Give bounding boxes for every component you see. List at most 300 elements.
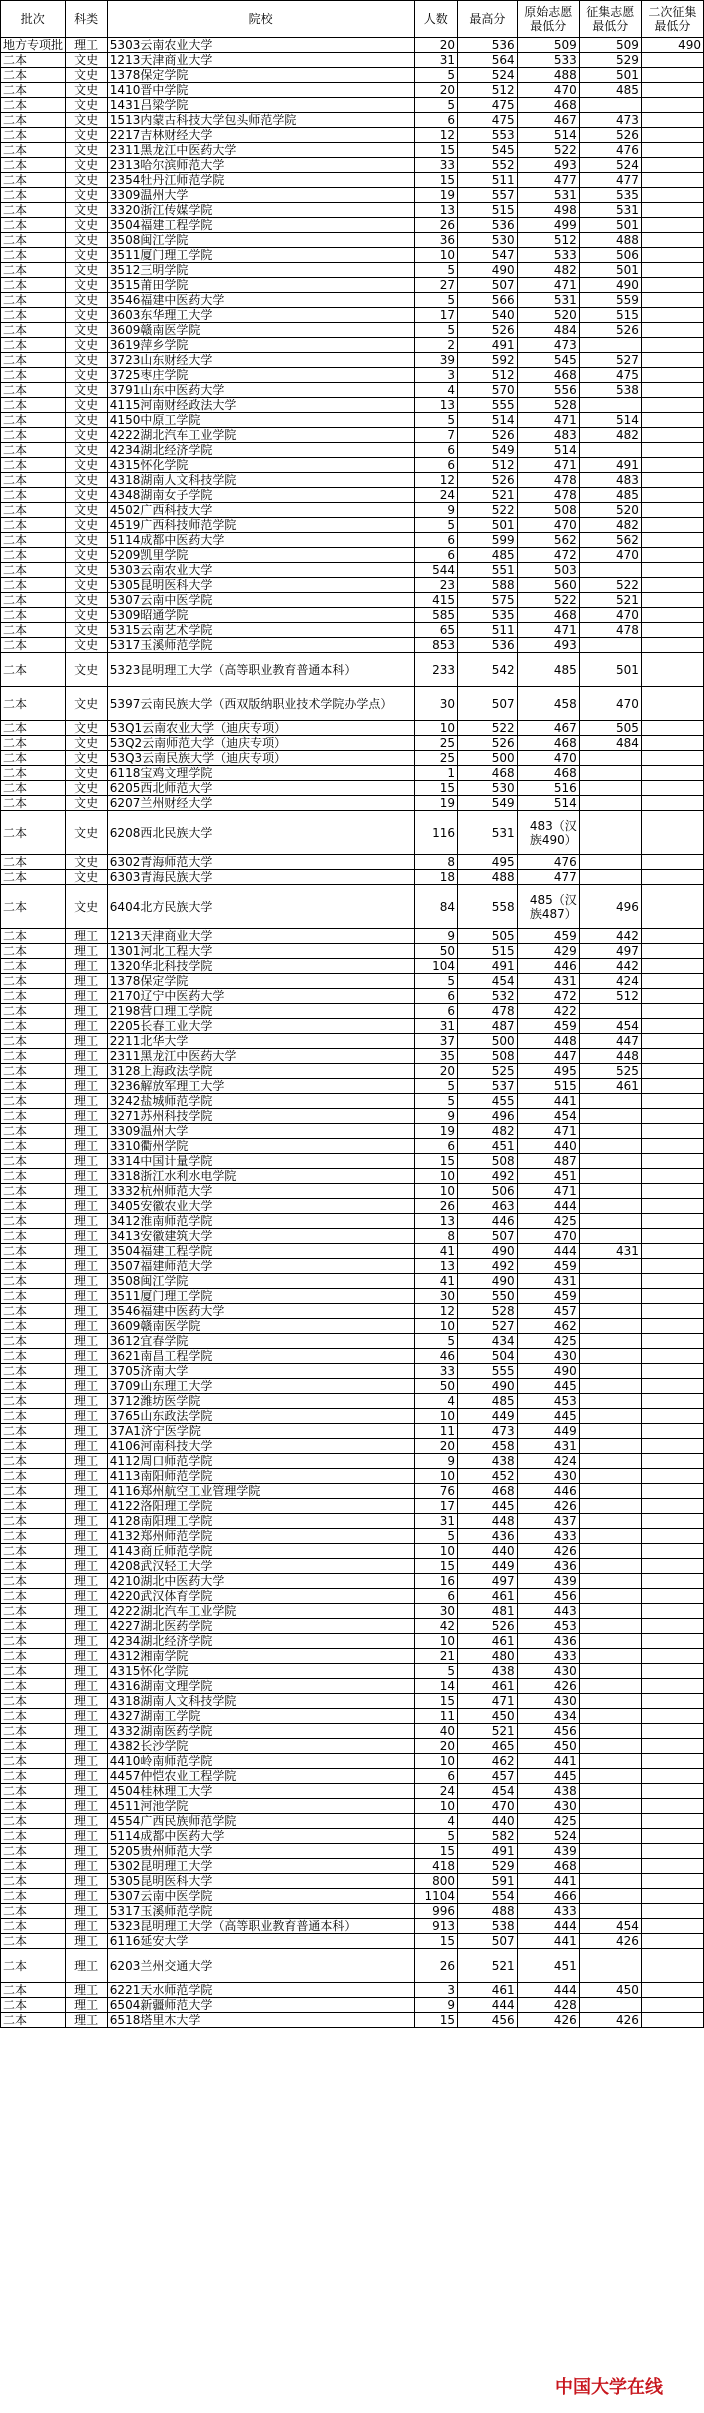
cell-school: 5303云南农业大学 <box>107 38 414 53</box>
cell-batch: 二本 <box>1 1709 66 1724</box>
cell-batch: 二本 <box>1 1229 66 1244</box>
cell-second-collect-min <box>641 1334 703 1349</box>
cell-count: 3 <box>414 1983 457 1998</box>
cell-batch: 二本 <box>1 1874 66 1889</box>
cell-batch: 二本 <box>1 128 66 143</box>
cell-category: 理工 <box>65 1814 107 1829</box>
table-row <box>1 1304 704 1319</box>
table-row <box>1 1334 704 1349</box>
cell-max-score: 566 <box>458 293 518 308</box>
cell-original-min: 512 <box>517 233 579 248</box>
cell-original-min: 443 <box>517 1604 579 1619</box>
cell-category: 理工 <box>65 1739 107 1754</box>
table-row <box>1 473 704 488</box>
cell-category: 文史 <box>65 766 107 781</box>
cell-second-collect-min <box>641 623 703 638</box>
cell-category: 文史 <box>65 383 107 398</box>
cell-category: 理工 <box>65 1904 107 1919</box>
cell-category: 理工 <box>65 1844 107 1859</box>
cell-category: 文史 <box>65 233 107 248</box>
cell-count: 20 <box>414 1439 457 1454</box>
cell-category: 理工 <box>65 1514 107 1529</box>
cell-category: 理工 <box>65 1949 107 1983</box>
cell-count: 11 <box>414 1709 457 1724</box>
cell-second-collect-min <box>641 1079 703 1094</box>
cell-collect-min <box>579 855 641 870</box>
cell-second-collect-min <box>641 885 703 929</box>
cell-batch: 二本 <box>1 413 66 428</box>
cell-school: 3309温州大学 <box>107 188 414 203</box>
cell-school: 4113南阳师范学院 <box>107 1469 414 1484</box>
cell-collect-min <box>579 1829 641 1844</box>
cell-count: 41 <box>414 1244 457 1259</box>
cell-original-min: 425 <box>517 1814 579 1829</box>
cell-category: 理工 <box>65 1274 107 1289</box>
cell-collect-min <box>579 1094 641 1109</box>
cell-collect-min: 482 <box>579 518 641 533</box>
cell-count: 20 <box>414 83 457 98</box>
cell-school: 4457仲恺农业工程学院 <box>107 1769 414 1784</box>
cell-school: 53Q1云南农业大学（迪庆专项） <box>107 721 414 736</box>
cell-original-min: 503 <box>517 563 579 578</box>
cell-collect-min <box>579 1364 641 1379</box>
cell-max-score: 500 <box>458 751 518 766</box>
cell-collect-min: 485 <box>579 488 641 503</box>
cell-count: 2 <box>414 338 457 353</box>
cell-max-score: 455 <box>458 1094 518 1109</box>
cell-category: 文史 <box>65 736 107 751</box>
cell-second-collect-min <box>641 1289 703 1304</box>
cell-max-score: 497 <box>458 1574 518 1589</box>
cell-batch: 二本 <box>1 278 66 293</box>
cell-original-min: 454 <box>517 1109 579 1124</box>
cell-batch: 二本 <box>1 1604 66 1619</box>
cell-max-score: 511 <box>458 173 518 188</box>
cell-max-score: 485 <box>458 1394 518 1409</box>
cell-batch: 二本 <box>1 1844 66 1859</box>
cell-count: 35 <box>414 1049 457 1064</box>
cell-second-collect-min <box>641 687 703 721</box>
cell-school: 3619萍乡学院 <box>107 338 414 353</box>
cell-second-collect-min <box>641 1349 703 1364</box>
cell-school: 3546福建中医药大学 <box>107 293 414 308</box>
cell-category: 理工 <box>65 1049 107 1064</box>
cell-school: 4122洛阳理工学院 <box>107 1499 414 1514</box>
cell-max-score: 481 <box>458 1604 518 1619</box>
cell-category: 理工 <box>65 1004 107 1019</box>
cell-collect-min <box>579 398 641 413</box>
cell-category: 文史 <box>65 443 107 458</box>
cell-category: 理工 <box>65 974 107 989</box>
cell-batch: 二本 <box>1 1124 66 1139</box>
cell-category: 文史 <box>65 533 107 548</box>
cell-school: 3603东华理工大学 <box>107 308 414 323</box>
cell-count: 8 <box>414 1229 457 1244</box>
cell-original-min: 467 <box>517 721 579 736</box>
cell-collect-min <box>579 1409 641 1424</box>
table-row <box>1 1574 704 1589</box>
cell-category: 文史 <box>65 796 107 811</box>
cell-school: 4115河南财经政法大学 <box>107 398 414 413</box>
cell-second-collect-min <box>641 1004 703 1019</box>
cell-collect-min: 497 <box>579 944 641 959</box>
cell-count: 10 <box>414 1169 457 1184</box>
table-row <box>1 1184 704 1199</box>
cell-second-collect-min <box>641 653 703 687</box>
cell-category: 理工 <box>65 1424 107 1439</box>
cell-batch: 二本 <box>1 1349 66 1364</box>
cell-school: 1301河北工程大学 <box>107 944 414 959</box>
cell-school: 5302昆明理工大学 <box>107 1859 414 1874</box>
cell-batch: 二本 <box>1 1154 66 1169</box>
cell-batch: 二本 <box>1 1529 66 1544</box>
table-row <box>1 1004 704 1019</box>
cell-count: 5 <box>414 263 457 278</box>
cell-collect-min <box>579 1574 641 1589</box>
cell-count: 33 <box>414 158 457 173</box>
cell-original-min: 495 <box>517 1064 579 1079</box>
cell-max-score: 473 <box>458 1424 518 1439</box>
cell-school: 2354牡丹江师范学院 <box>107 173 414 188</box>
cell-second-collect-min <box>641 751 703 766</box>
cell-original-min: 470 <box>517 1229 579 1244</box>
cell-batch: 二本 <box>1 989 66 1004</box>
table-row <box>1 1229 704 1244</box>
cell-collect-min <box>579 1334 641 1349</box>
cell-collect-min <box>579 1529 641 1544</box>
table-row <box>1 1094 704 1109</box>
cell-school: 3405安徽农业大学 <box>107 1199 414 1214</box>
cell-collect-min: 515 <box>579 308 641 323</box>
cell-batch: 二本 <box>1 398 66 413</box>
cell-category: 文史 <box>65 488 107 503</box>
cell-original-min: 467 <box>517 113 579 128</box>
cell-school: 4208武汉轻工大学 <box>107 1559 414 1574</box>
cell-count: 31 <box>414 1514 457 1529</box>
cell-batch: 二本 <box>1 1814 66 1829</box>
cell-count: 853 <box>414 638 457 653</box>
cell-collect-min <box>579 1724 641 1739</box>
cell-max-score: 551 <box>458 563 518 578</box>
cell-count: 15 <box>414 1559 457 1574</box>
cell-original-min: 493 <box>517 638 579 653</box>
cell-max-score: 449 <box>458 1559 518 1574</box>
table-row <box>1 1469 704 1484</box>
cell-original-min: 433 <box>517 1649 579 1664</box>
cell-max-score: 521 <box>458 488 518 503</box>
cell-category: 理工 <box>65 1229 107 1244</box>
cell-max-score: 528 <box>458 1304 518 1319</box>
cell-count: 233 <box>414 653 457 687</box>
cell-collect-min: 527 <box>579 353 641 368</box>
table-row <box>1 1889 704 1904</box>
cell-category: 理工 <box>65 1694 107 1709</box>
cell-original-min: 483 <box>517 428 579 443</box>
cell-collect-min: 461 <box>579 1079 641 1094</box>
cell-school: 5323昆明理工大学（高等职业教育普通本科） <box>107 1919 414 1934</box>
cell-max-score: 506 <box>458 1184 518 1199</box>
table-row <box>1 458 704 473</box>
cell-count: 913 <box>414 1919 457 1934</box>
cell-original-min: 499 <box>517 218 579 233</box>
cell-max-score: 511 <box>458 623 518 638</box>
cell-count: 9 <box>414 503 457 518</box>
cell-school: 4234湖北经济学院 <box>107 1634 414 1649</box>
cell-batch: 二本 <box>1 1259 66 1274</box>
table-row <box>1 113 704 128</box>
cell-max-score: 450 <box>458 1709 518 1724</box>
table-row <box>1 1829 704 1844</box>
cell-max-score: 555 <box>458 1364 518 1379</box>
cell-collect-min <box>579 1814 641 1829</box>
cell-collect-min <box>579 870 641 885</box>
cell-batch: 二本 <box>1 1094 66 1109</box>
cell-second-collect-min <box>641 1634 703 1649</box>
cell-second-collect-min <box>641 1094 703 1109</box>
cell-school: 3128上海政法学院 <box>107 1064 414 1079</box>
cell-max-score: 465 <box>458 1739 518 1754</box>
cell-collect-min: 526 <box>579 323 641 338</box>
header-school: 院校 <box>107 1 414 38</box>
cell-count: 23 <box>414 578 457 593</box>
cell-second-collect-min <box>641 1694 703 1709</box>
cell-category: 理工 <box>65 1379 107 1394</box>
cell-count: 1104 <box>414 1889 457 1904</box>
cell-batch: 二本 <box>1 811 66 855</box>
cell-second-collect-min <box>641 1589 703 1604</box>
cell-count: 10 <box>414 1754 457 1769</box>
cell-collect-min: 476 <box>579 143 641 158</box>
cell-category: 理工 <box>65 1409 107 1424</box>
cell-collect-min <box>579 1799 641 1814</box>
cell-school: 3504福建工程学院 <box>107 218 414 233</box>
cell-count: 10 <box>414 1544 457 1559</box>
table-row <box>1 1709 704 1724</box>
cell-category: 理工 <box>65 1784 107 1799</box>
table-row <box>1 1844 704 1859</box>
cell-collect-min: 483 <box>579 473 641 488</box>
cell-school: 1431吕梁学院 <box>107 98 414 113</box>
cell-second-collect-min <box>641 353 703 368</box>
cell-batch: 二本 <box>1 383 66 398</box>
cell-school: 3508闽江学院 <box>107 233 414 248</box>
cell-count: 26 <box>414 218 457 233</box>
cell-count: 10 <box>414 1409 457 1424</box>
cell-school: 5307云南中医学院 <box>107 593 414 608</box>
cell-count: 30 <box>414 1289 457 1304</box>
table-row <box>1 2013 704 2028</box>
cell-original-min: 437 <box>517 1514 579 1529</box>
cell-count: 20 <box>414 38 457 53</box>
cell-max-score: 591 <box>458 1874 518 1889</box>
cell-collect-min <box>579 1679 641 1694</box>
cell-collect-min <box>579 1769 641 1784</box>
table-row <box>1 1724 704 1739</box>
cell-count: 5 <box>414 1529 457 1544</box>
cell-batch: 二本 <box>1 428 66 443</box>
cell-count: 15 <box>414 1694 457 1709</box>
cell-original-min: 520 <box>517 308 579 323</box>
cell-school: 3242盐城师范学院 <box>107 1094 414 1109</box>
cell-school: 4318湖南人文科技学院 <box>107 473 414 488</box>
cell-category: 理工 <box>65 1289 107 1304</box>
table-row <box>1 623 704 638</box>
cell-collect-min <box>579 1754 641 1769</box>
table-row <box>1 1259 704 1274</box>
cell-batch: 二本 <box>1 1394 66 1409</box>
cell-school: 5317玉溪师范学院 <box>107 1904 414 1919</box>
cell-school: 5307云南中医学院 <box>107 1889 414 1904</box>
cell-second-collect-min <box>641 1998 703 2013</box>
cell-category: 文史 <box>65 593 107 608</box>
table-row <box>1 1754 704 1769</box>
cell-original-min: 451 <box>517 1949 579 1983</box>
cell-max-score: 505 <box>458 929 518 944</box>
cell-count: 30 <box>414 1604 457 1619</box>
cell-second-collect-min <box>641 1274 703 1289</box>
cell-original-min: 468 <box>517 736 579 751</box>
table-row <box>1 855 704 870</box>
cell-second-collect-min <box>641 781 703 796</box>
cell-batch: 二本 <box>1 488 66 503</box>
cell-category: 理工 <box>65 1034 107 1049</box>
table-row <box>1 751 704 766</box>
cell-category: 文史 <box>65 353 107 368</box>
cell-category: 理工 <box>65 1724 107 1739</box>
cell-category: 理工 <box>65 1829 107 1844</box>
cell-batch: 二本 <box>1 1679 66 1694</box>
cell-original-min: 459 <box>517 1289 579 1304</box>
cell-original-min: 441 <box>517 1874 579 1889</box>
cell-collect-min <box>579 1259 641 1274</box>
cell-collect-min: 473 <box>579 113 641 128</box>
cell-collect-min <box>579 751 641 766</box>
cell-school: 4348湖南女子学院 <box>107 488 414 503</box>
cell-category: 文史 <box>65 428 107 443</box>
cell-collect-min <box>579 98 641 113</box>
cell-max-score: 512 <box>458 458 518 473</box>
cell-original-min: 431 <box>517 1274 579 1289</box>
cell-max-score: 490 <box>458 1274 518 1289</box>
cell-collect-min <box>579 1604 641 1619</box>
cell-batch: 二本 <box>1 736 66 751</box>
table-row <box>1 1814 704 1829</box>
table-row <box>1 1679 704 1694</box>
cell-school: 4220武汉体育学院 <box>107 1589 414 1604</box>
cell-second-collect-min <box>641 1379 703 1394</box>
cell-max-score: 491 <box>458 1844 518 1859</box>
cell-max-score: 468 <box>458 766 518 781</box>
cell-second-collect-min <box>641 473 703 488</box>
cell-collect-min: 524 <box>579 158 641 173</box>
cell-batch: 二本 <box>1 248 66 263</box>
cell-school: 3309温州大学 <box>107 1124 414 1139</box>
cell-original-min: 459 <box>517 929 579 944</box>
cell-batch: 二本 <box>1 1589 66 1604</box>
cell-max-score: 508 <box>458 1049 518 1064</box>
cell-original-min: 446 <box>517 1484 579 1499</box>
table-row <box>1 1544 704 1559</box>
cell-collect-min <box>579 1859 641 1874</box>
cell-second-collect-min <box>641 1919 703 1934</box>
cell-second-collect-min <box>641 1983 703 1998</box>
cell-category: 理工 <box>65 1199 107 1214</box>
cell-school: 1410晋中学院 <box>107 83 414 98</box>
cell-collect-min: 526 <box>579 128 641 143</box>
cell-original-min: 444 <box>517 1919 579 1934</box>
cell-max-score: 514 <box>458 413 518 428</box>
cell-max-score: 496 <box>458 1109 518 1124</box>
cell-original-min: 433 <box>517 1529 579 1544</box>
cell-max-score: 553 <box>458 128 518 143</box>
table-row <box>1 870 704 885</box>
cell-collect-min: 525 <box>579 1064 641 1079</box>
cell-school: 1213天津商业大学 <box>107 929 414 944</box>
cell-school: 3723山东财经大学 <box>107 353 414 368</box>
cell-max-score: 461 <box>458 1983 518 1998</box>
cell-school: 3504福建工程学院 <box>107 1244 414 1259</box>
cell-original-min: 430 <box>517 1694 579 1709</box>
cell-original-min: 468 <box>517 368 579 383</box>
cell-max-score: 440 <box>458 1544 518 1559</box>
cell-collect-min <box>579 1634 641 1649</box>
table-row <box>1 143 704 158</box>
cell-max-score: 478 <box>458 1004 518 1019</box>
cell-category: 理工 <box>65 1634 107 1649</box>
cell-second-collect-min <box>641 1439 703 1454</box>
cell-collect-min <box>579 1289 641 1304</box>
table-row <box>1 1154 704 1169</box>
cell-school: 2205长春工业大学 <box>107 1019 414 1034</box>
table-row <box>1 1319 704 1334</box>
cell-count: 50 <box>414 944 457 959</box>
table-row <box>1 1394 704 1409</box>
table-row <box>1 766 704 781</box>
cell-batch: 二本 <box>1 473 66 488</box>
cell-second-collect-min <box>641 1109 703 1124</box>
cell-collect-min <box>579 1454 641 1469</box>
cell-school: 3332杭州师范大学 <box>107 1184 414 1199</box>
cell-original-min: 522 <box>517 143 579 158</box>
cell-original-min: 456 <box>517 1724 579 1739</box>
cell-category: 文史 <box>65 687 107 721</box>
cell-school: 53Q2云南师范大学（迪庆专项） <box>107 736 414 751</box>
cell-school: 4502广西科技大学 <box>107 503 414 518</box>
cell-collect-min: 426 <box>579 2013 641 2028</box>
table-row <box>1 278 704 293</box>
table-row <box>1 1514 704 1529</box>
cell-second-collect-min <box>641 248 703 263</box>
cell-school: 1320华北科技学院 <box>107 959 414 974</box>
cell-count: 12 <box>414 473 457 488</box>
cell-category: 文史 <box>65 473 107 488</box>
cell-school: 3512三明学院 <box>107 263 414 278</box>
cell-school: 3725枣庄学院 <box>107 368 414 383</box>
table-row <box>1 796 704 811</box>
cell-max-score: 491 <box>458 338 518 353</box>
cell-category: 理工 <box>65 1124 107 1139</box>
cell-category: 文史 <box>65 563 107 578</box>
cell-category: 理工 <box>65 1499 107 1514</box>
cell-count: 5 <box>414 974 457 989</box>
cell-batch: 二本 <box>1 1739 66 1754</box>
table-row <box>1 158 704 173</box>
cell-original-min: 426 <box>517 1679 579 1694</box>
cell-count: 18 <box>414 870 457 885</box>
cell-second-collect-min <box>641 338 703 353</box>
cell-second-collect-min <box>641 1934 703 1949</box>
table-row <box>1 428 704 443</box>
